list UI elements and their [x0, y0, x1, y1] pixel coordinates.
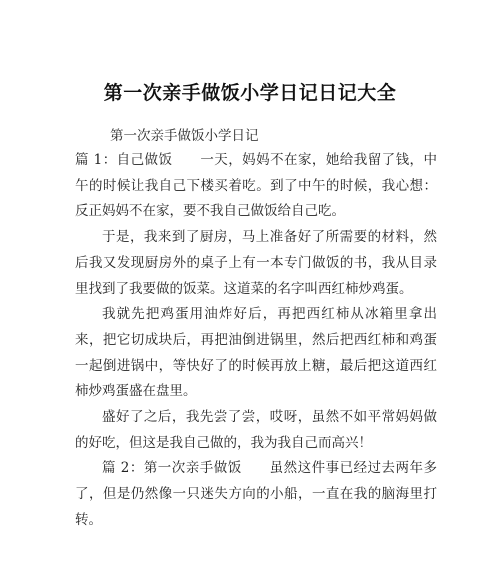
paragraph-1: 篇 1：自己做饭 一天，妈妈不在家，她给我留了钱，中午的时候让我自己下楼买着吃。到了中午的时候，我心想：反正妈妈不在家，要不我自己做饭给自己吃。	[75, 152, 437, 220]
paragraph-5: 篇 2：第一次亲手做饭 虽然这件事已经过去两年多了，但是仍然像一只迷失方向的小船，一直在我的脑海里打转。	[75, 460, 437, 528]
paragraph-3: 我就先把鸡蛋用油炸好后，再把西红柿从冰箱里拿出来，把它切成块后，再把油倒进锅里，然后把西红柿和鸡蛋一起倒进锅中，等快好了的时候再放上糖，最后把这道西红柿炒鸡蛋盛在盘里。	[75, 306, 437, 400]
paragraph-2: 于是，我来到了厨房，马上准备好了所需要的材料，然后我又发现厨房外的桌子上有一本专门做饭的书，我从目录里找到了我要做的饭菜。这道菜的名字叫西红柿炒鸡蛋。	[75, 229, 437, 297]
article-body	[75, 148, 437, 534]
page-title: 第一次亲手做饭小学日记日记大全	[103, 82, 397, 104]
paragraph-4: 盛好了之后，我先尝了尝，哎呀，虽然不如平常妈妈做的好吃，但这是我自己做的，我为我自己而高兴！	[75, 409, 437, 451]
subtitle: 第一次亲手做饭小学日记	[110, 128, 259, 144]
